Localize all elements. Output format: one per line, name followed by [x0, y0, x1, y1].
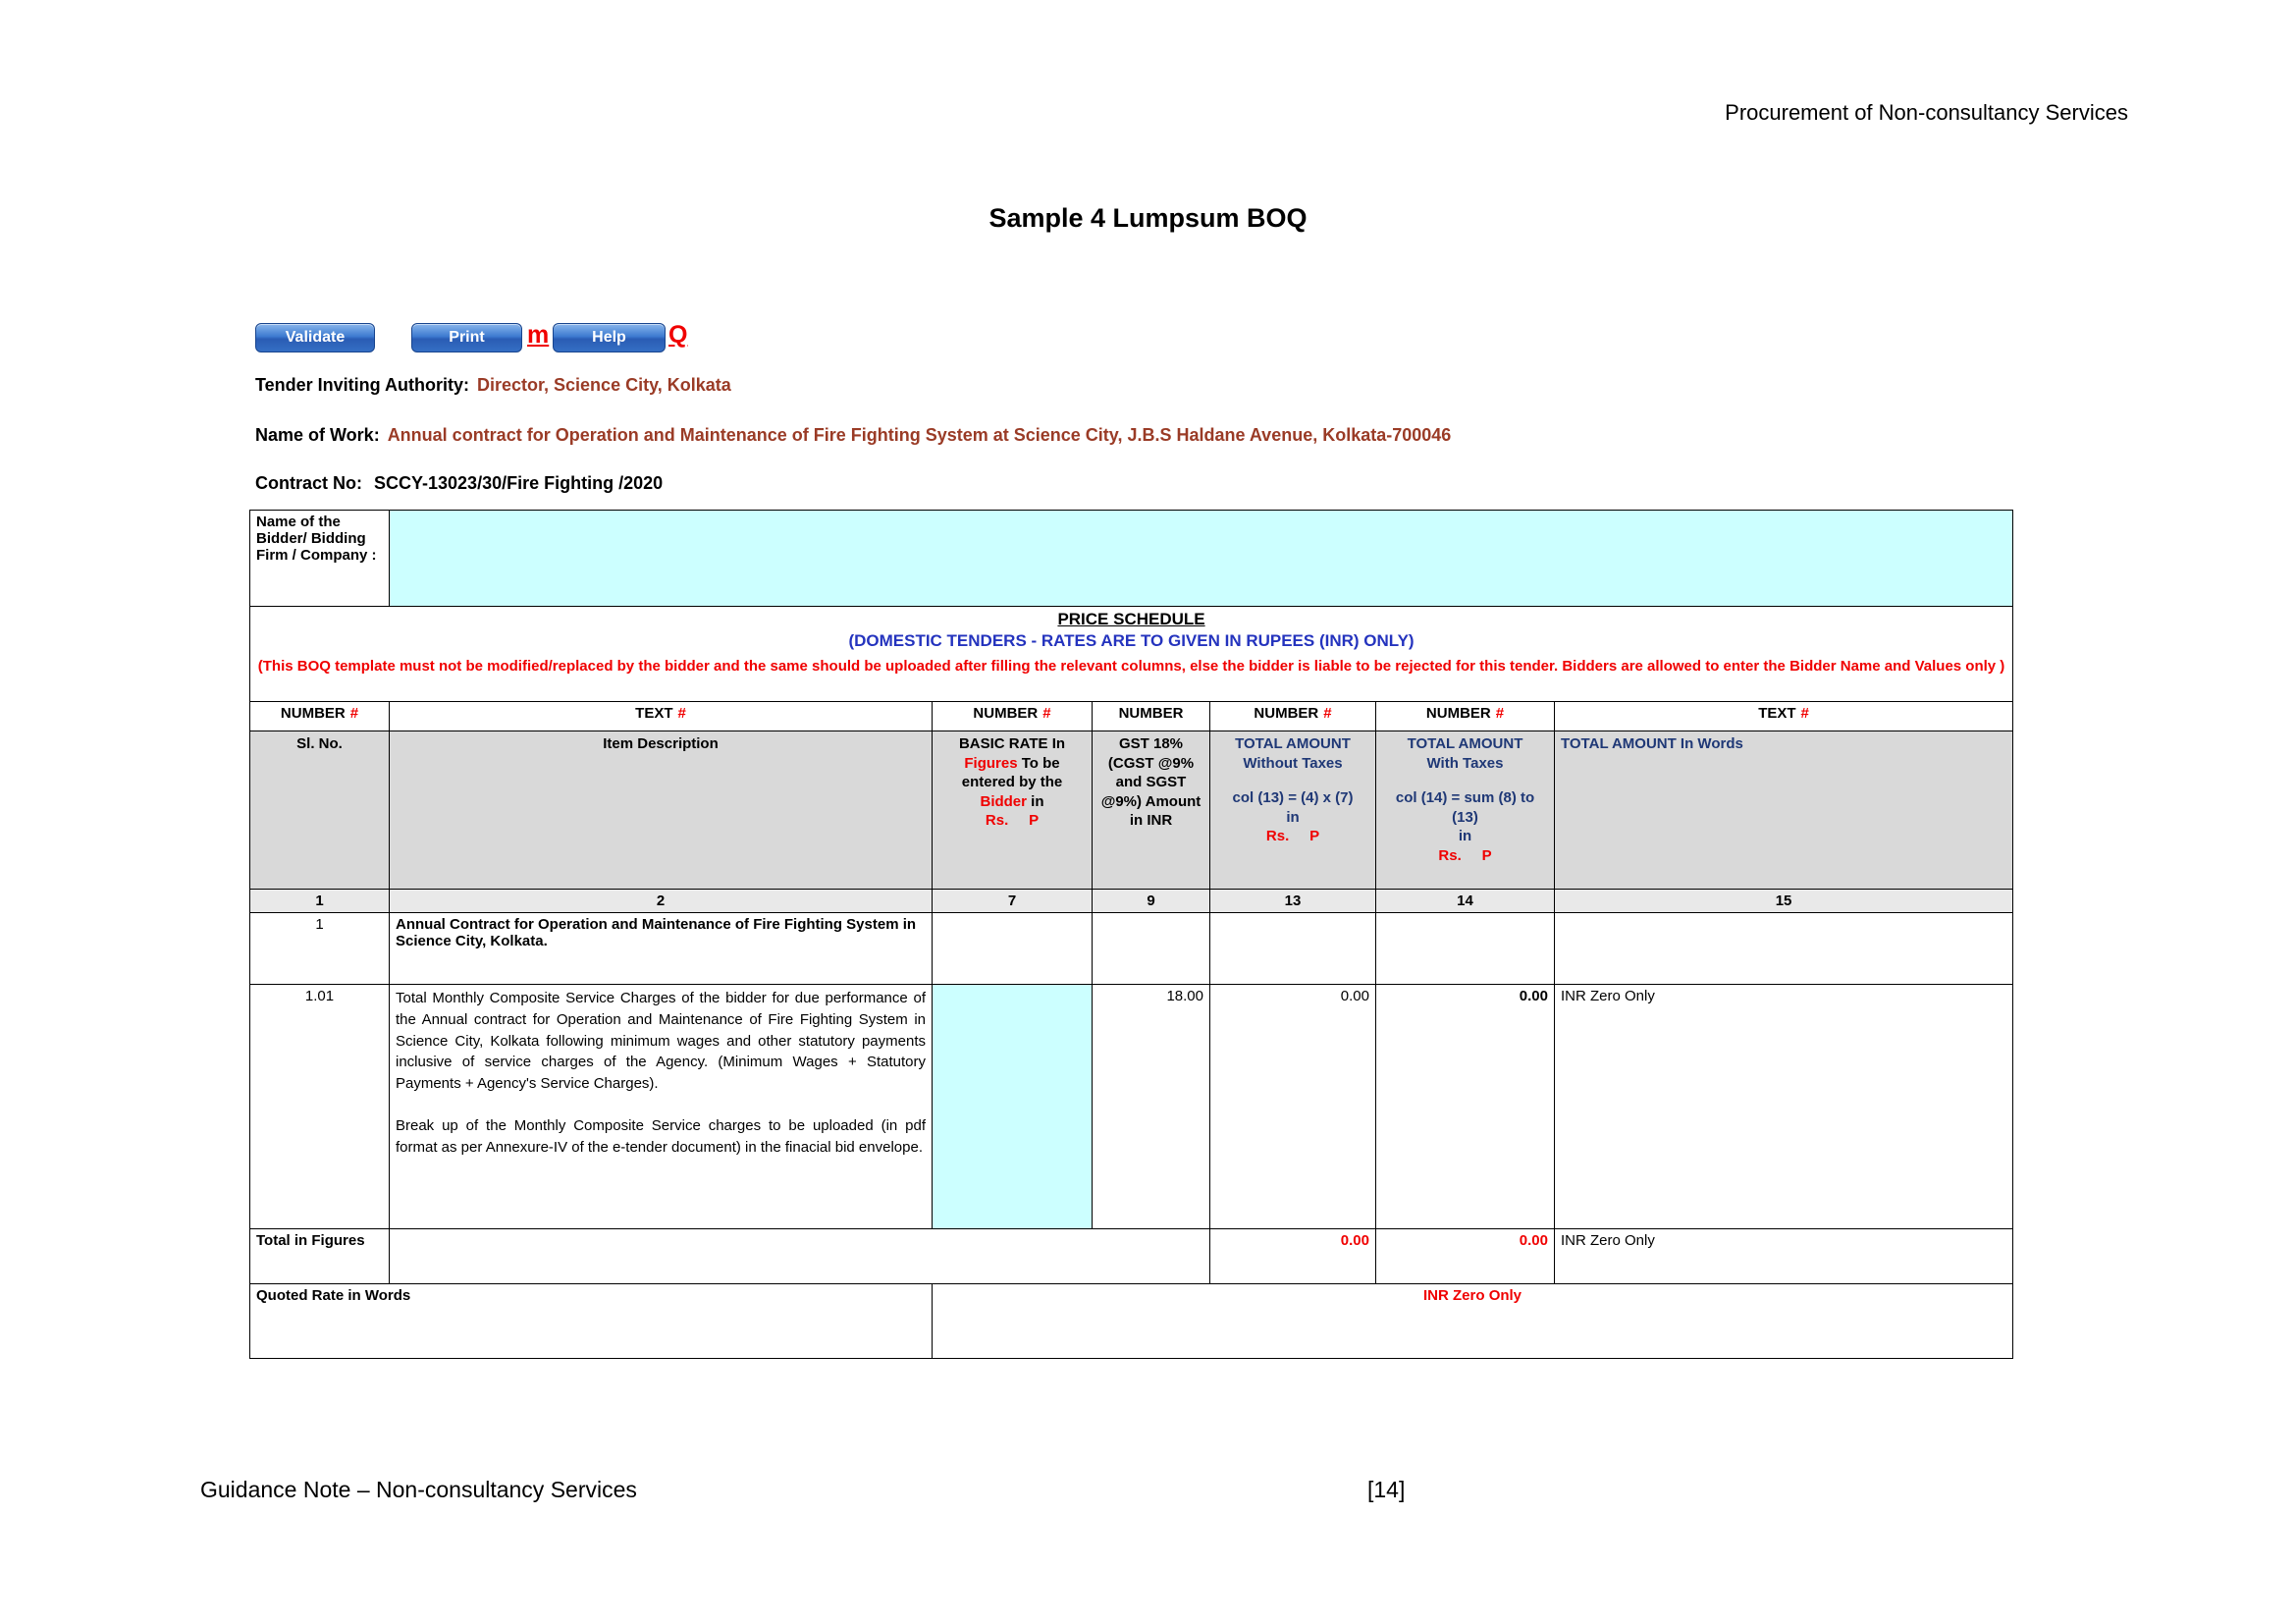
row101-description: Total Monthly Composite Service Charges of the bidder for due performance of the Annual contract for Operation and Maintenance of Fire Fighting System in Science City, Kolkata following minimum wages and other statutory payments inclusive of service charges of the Agency. (Minimum Wages + Statutory Payments + Agency's Service Charges). Break up of the Monthly Composite Service charges to be uploaded (in pdf format as per Annexure-IV of the e-tender document) in the finacial bid envelope.: [390, 985, 933, 1229]
col-type-words: TEXT #: [1555, 702, 2013, 731]
hash-mark: #: [1800, 705, 1809, 722]
hash-mark: #: [1042, 705, 1051, 722]
header-gst: GST 18% (CGST @9% and SGST @9%) Amount in INR: [1093, 731, 1210, 890]
col-number: 9: [1093, 890, 1210, 913]
col-type-gst: NUMBER: [1093, 702, 1210, 731]
validate-button[interactable]: Validate: [255, 323, 375, 352]
tender-authority-line: [255, 375, 731, 396]
price-schedule-subtitle: (DOMESTIC TENDERS - RATES ARE TO GIVEN IN RUPEES (INR) ONLY): [848, 631, 1415, 650]
contract-no-label: Contract No:: [255, 473, 362, 493]
obscured-red-text-fragment: Q: [668, 321, 688, 349]
contract-no-line: [255, 473, 663, 494]
col-type-description: TEXT #: [390, 702, 933, 731]
row1-total-without-cell: [1210, 913, 1376, 985]
header-item-description: Item Description: [390, 731, 933, 890]
bidder-name-input[interactable]: [390, 511, 2013, 607]
total-in-words-value: INR Zero Only: [1555, 1229, 2013, 1284]
row1-description: Annual Contract for Operation and Maintenance of Fire Fighting System in Science City, Kolkata.: [390, 913, 933, 985]
col-number: 15: [1555, 890, 2013, 913]
col-type-total-without: NUMBER #: [1210, 702, 1376, 731]
doc-footer-title: Guidance Note – Non-consultancy Services: [200, 1477, 637, 1502]
print-button[interactable]: Print: [411, 323, 522, 352]
bidder-name-label: Name of the Bidder/ Bidding Firm / Company :: [250, 511, 390, 607]
col-type-basic-rate: NUMBER #: [933, 702, 1093, 731]
col-type-slno: NUMBER #: [250, 702, 390, 731]
hash-mark: #: [677, 705, 686, 722]
total-in-figures-label: Total in Figures: [250, 1229, 390, 1284]
price-schedule-warning: (This BOQ template must not be modified/replaced by the bidder and the same should be uploaded after filling the relevant columns, else the bidder is liable to be rejected for this tender. Bidders are allowed to enter the Bidder Name and Values only ): [257, 658, 2005, 675]
row1-gst-cell: [1093, 913, 1210, 985]
boq-table: [249, 510, 2013, 1359]
header-sl-no: Sl. No.: [250, 731, 390, 890]
price-schedule-title: PRICE SCHEDULE: [1057, 610, 1205, 628]
row1-words-cell: [1555, 913, 2013, 985]
name-of-work-value: Annual contract for Operation and Maintenance of Fire Fighting System at Science City, J.B.S Haldane Avenue, Kolkata-700046: [387, 425, 1452, 445]
header-basic-rate: BASIC RATE In Figures To be entered by the Bidder in Rs. P: [933, 731, 1093, 890]
hash-mark: #: [1323, 705, 1332, 722]
row101-basic-rate-input[interactable]: [933, 985, 1093, 1229]
header-total-without-taxes: TOTAL AMOUNT Without Taxes col (13) = (4) x (7) in Rs. P: [1210, 731, 1376, 890]
total-row-empty-cell: [390, 1229, 1210, 1284]
col-number: 1: [250, 890, 390, 913]
row101-total-in-words: INR Zero Only: [1555, 985, 2013, 1229]
header-total-with-taxes: TOTAL AMOUNT With Taxes col (14) = sum (8) to (13) in Rs. P: [1376, 731, 1555, 890]
tender-authority-value: Director, Science City, Kolkata: [477, 375, 731, 395]
name-of-work-label: Name of Work:: [255, 425, 380, 445]
header-total-in-words: TOTAL AMOUNT In Words: [1555, 731, 2013, 890]
hash-mark: #: [1495, 705, 1505, 722]
doc-footer-page-number: [14]: [1367, 1477, 1406, 1502]
contract-no-value: SCCY-13023/30/Fire Fighting /2020: [374, 473, 664, 493]
quoted-rate-value: INR Zero Only: [933, 1284, 2013, 1359]
row1-basic-rate-cell: [933, 913, 1093, 985]
tender-authority-label: Tender Inviting Authority:: [255, 375, 469, 395]
col-number: 2: [390, 890, 933, 913]
doc-header-right: Procurement of Non-consultancy Services: [1725, 100, 2128, 125]
col-type-total-with: NUMBER #: [1376, 702, 1555, 731]
col-number: 13: [1210, 890, 1376, 913]
price-schedule-block: [250, 607, 2013, 702]
total-without-taxes-value: 0.00: [1210, 1229, 1376, 1284]
name-of-work-line: [255, 425, 1451, 446]
row101-sl-no: 1.01: [250, 985, 390, 1229]
page-title: Sample 4 Lumpsum BOQ: [988, 203, 1308, 233]
row101-total-without-value: 0.00: [1210, 985, 1376, 1229]
total-with-taxes-value: 0.00: [1376, 1229, 1555, 1284]
row1-sl-no: 1: [250, 913, 390, 985]
row101-gst-value: 18.00: [1093, 985, 1210, 1229]
help-button[interactable]: Help: [553, 323, 666, 352]
hash-mark: #: [349, 705, 359, 722]
row101-total-with-value: 0.00: [1376, 985, 1555, 1229]
quoted-rate-label: Quoted Rate in Words: [250, 1284, 933, 1359]
obscured-red-text-fragment: m: [527, 321, 550, 349]
row1-total-with-cell: [1376, 913, 1555, 985]
col-number: 7: [933, 890, 1093, 913]
col-number: 14: [1376, 890, 1555, 913]
